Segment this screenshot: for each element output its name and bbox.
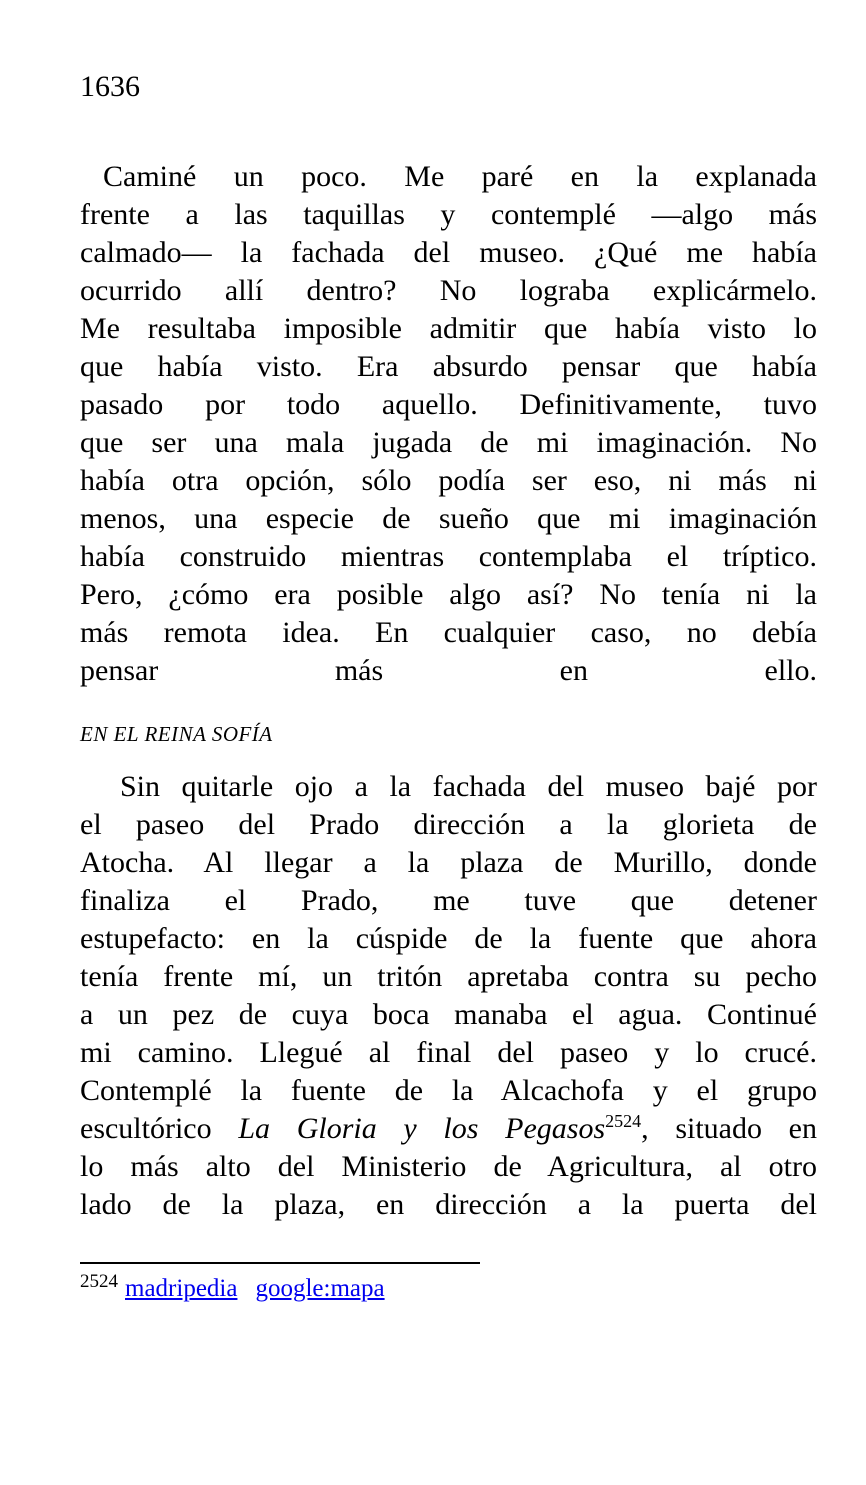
text-line: más remota idea. En cualquier caso, no debía [80, 616, 817, 649]
text-line: mi camino. Llegué al final del paseo y lo crucé. [80, 1036, 817, 1069]
text-segment: escultórico [80, 1112, 239, 1145]
text-line: a un pez de cuya boca manaba el agua. Continué [80, 998, 817, 1031]
text-line: el paseo del Prado dirección a la glorieta de [80, 808, 817, 841]
footnote-link-madripedia[interactable]: madripedia [125, 1275, 238, 1302]
text-line: Contemplé la fuente de la Alcachofa y el grupo [80, 1074, 817, 1107]
text-line-with-reference [80, 1110, 817, 1148]
paragraph-2 [80, 768, 817, 1224]
footnote-link-google-mapa[interactable]: google:mapa [255, 1275, 385, 1302]
footnote-number: 2524 [80, 1270, 118, 1292]
text-line: pasado por todo aquello. Definitivamente, tuvo [80, 388, 817, 421]
text-line: Me resultaba imposible admitir que había visto lo [80, 312, 817, 345]
text-line: estupefacto: en la cúspide de la fuente que ahora [80, 922, 817, 955]
text-line: menos, una especie de sueño que mi imaginación [80, 502, 817, 535]
text-line: que había visto. Era absurdo pensar que había [80, 350, 817, 383]
text-line: Atocha. Al llegar a la plaza de Murillo, donde [80, 846, 817, 879]
book-page [0, 68, 817, 1306]
text-line: Pero, ¿cómo era posible algo así? No tenía ni la [80, 578, 817, 611]
text-line: finaliza el Prado, me tuve que detener [80, 884, 817, 917]
section-heading: EN EL REINA SOFÍA [80, 722, 273, 746]
text-line: lado de la plaza, en dirección a la puerta del [80, 1188, 817, 1221]
footnote-separator-rule [80, 1262, 480, 1264]
paragraph-1 [80, 158, 817, 690]
text-line: Sin quitarle ojo a la fachada del museo bajé por [120, 770, 817, 803]
footnote-reference-superscript: 2524 [605, 1111, 642, 1131]
text-line: que ser una mala jugada de mi imaginación. No [80, 426, 817, 459]
text-line: pensar más en ello. [80, 654, 817, 687]
text-line: frente a las taquillas y contemplé —algo más [80, 198, 817, 231]
text-line: había construido mientras contemplaba el tríptico. [80, 540, 817, 573]
text-segment: , situado en [641, 1112, 817, 1145]
page-number: 1636 [80, 70, 140, 103]
text-line: lo más alto del Ministerio de Agricultura, al otro [80, 1150, 817, 1183]
text-line: Caminé un poco. Me paré en la explanada [103, 160, 817, 193]
artwork-title: La Gloria y los Pegasos [238, 1112, 606, 1145]
footnote [80, 1272, 817, 1306]
text-line: había otra opción, sólo podía ser eso, ni más ni [80, 464, 817, 497]
text-line: ocurrido allí dentro? No lograba explicármelo. [80, 274, 817, 307]
text-line: tenía frente mí, un tritón apretaba contra su pecho [80, 960, 817, 993]
text-line: calmado— la fachada del museo. ¿Qué me había [80, 236, 817, 269]
